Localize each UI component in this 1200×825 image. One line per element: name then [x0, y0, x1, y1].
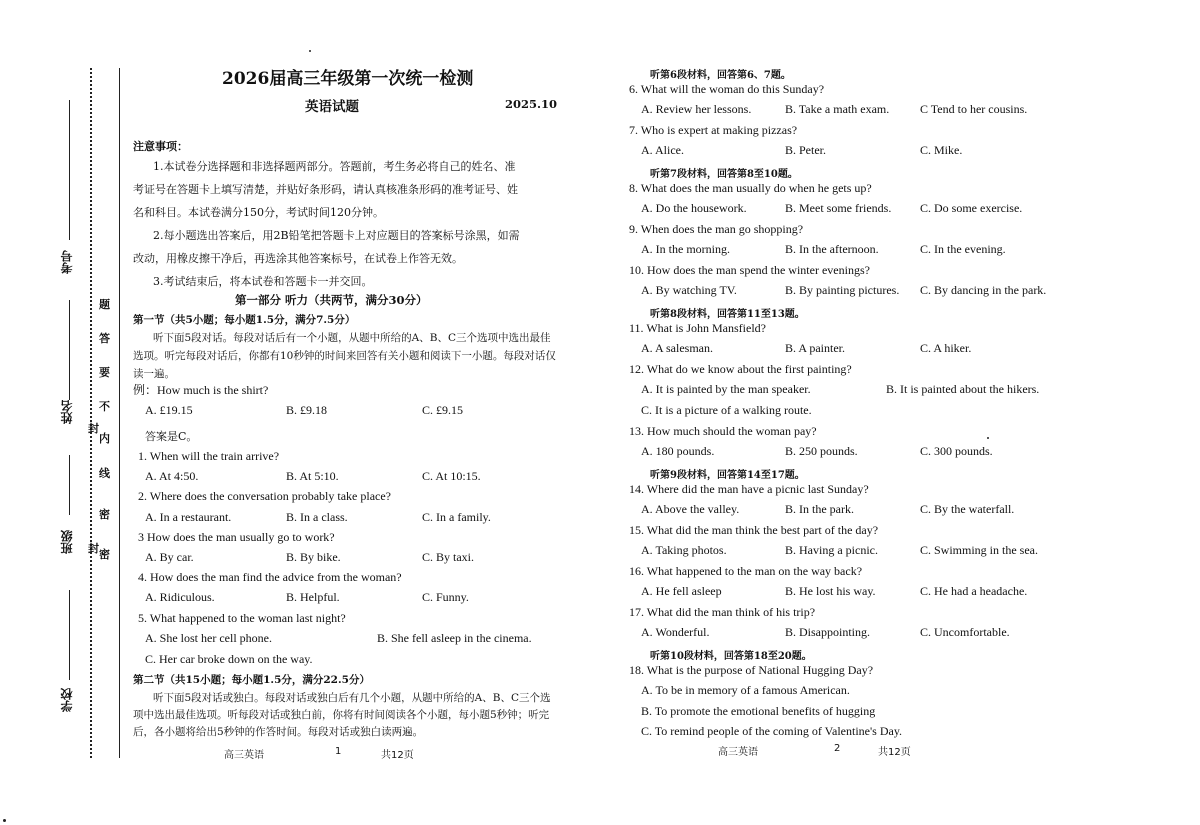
question-3: 3 How does the man usually go to work?	[138, 530, 335, 544]
option-c: C. 300 pounds.	[920, 444, 993, 458]
section2-intro: 听下面5段对话或独白。每段对话或独白后有几个小题，从题中所给的A、B、C三个选	[153, 692, 551, 704]
material-8-heading: 听第8段材料，回答第11至13题。	[650, 309, 805, 320]
section2-heading: 第二节（共15小题；每小题1.5分，满分22.5分）	[133, 674, 370, 686]
option-b: B. In a class.	[286, 510, 348, 524]
question-18: 18. What is the purpose of National Hugging Day?	[629, 663, 874, 677]
option-a: A. By watching TV.	[641, 283, 737, 297]
section1-intro: 听下面5段对话。每段对话后有一个小题，从题中所给的A、B、C三个选项中选出最佳	[153, 332, 551, 344]
material-7-heading: 听第7段材料，回答第8至10题。	[650, 169, 798, 180]
question-13: 13. How much should the woman pay?	[629, 424, 817, 438]
section2-intro: 后，各小题将给出5秒钟的作答时间。每段对话或独白读两遍。	[133, 726, 424, 738]
question-1: 1. When will the train arrive?	[138, 449, 280, 463]
section1-intro: 读一遍。	[133, 368, 175, 380]
question-5: 5. What happened to the woman last night?	[138, 611, 346, 625]
question-12: 12. What do we know about the first painting?	[629, 362, 852, 376]
notice-heading: 注意事项：	[133, 140, 188, 153]
option-a: A. It is painted by the man speaker.	[641, 382, 811, 396]
question-6: 6. What will the woman do this Sunday?	[629, 82, 825, 96]
material-6-heading: 听第6段材料，回答第6、7题。	[650, 70, 791, 81]
seal-char: 封	[88, 542, 99, 555]
option-b: B. She fell asleep in the cinema.	[377, 631, 532, 645]
option-c: C. Mike.	[920, 143, 963, 157]
option-c: C. A hiker.	[920, 341, 972, 355]
option-a: A. By car.	[145, 550, 194, 564]
option-b: B. To promote the emotional benefits of hugging	[641, 704, 876, 718]
option-b: B. By painting pictures.	[785, 283, 900, 297]
option-a: A. At 4:50.	[145, 469, 199, 483]
exam-number-blank	[69, 100, 70, 240]
option-c: C. By taxi.	[422, 550, 475, 564]
example-option-b: B. £9.18	[286, 403, 328, 417]
option-b: B. 250 pounds.	[785, 444, 858, 458]
class-label: 班级	[60, 530, 74, 554]
option-a: A. She lost her cell phone.	[145, 631, 272, 645]
option-a: A. Do the housework.	[641, 201, 747, 215]
option-a: A. He fell asleep	[641, 584, 722, 598]
footer-page-number: 2	[834, 743, 841, 754]
notice-line: 改动，用橡皮擦干净后，再选涂其他答案标号，在试卷上作答无效。	[133, 252, 463, 265]
option-c: C. Funny.	[422, 590, 469, 604]
name-label: 姓名	[60, 400, 74, 424]
notice-line: 名和科目。本试卷满分150分，考试时间120分钟。	[133, 206, 384, 219]
option-b: B. Meet some friends.	[785, 201, 892, 215]
option-a: A. Taking photos.	[641, 543, 727, 557]
notice-line: 3.考试结束后，将本试卷和答题卡一并交回。	[153, 275, 373, 288]
option-b: B. Having a picnic.	[785, 543, 878, 557]
seal-char: 不	[99, 400, 110, 413]
option-a: A. Alice.	[641, 143, 684, 157]
exam-title: 2026届高三年级第一次统一检测	[222, 69, 474, 89]
notice-line: 2.每小题选出答案后，用2B铅笔把答题卡上对应题目的答案标号涂黑，如需	[153, 229, 520, 242]
part1-heading: 第一部分 听力（共两节，满分30分）	[235, 293, 428, 307]
option-b: B. Take a math exam.	[785, 102, 890, 116]
question-2: 2. Where does the conversation probably take place?	[138, 489, 392, 503]
footer-subject: 高三英语	[718, 747, 758, 758]
name-blank	[69, 300, 70, 400]
school-label: 学校	[60, 688, 74, 712]
option-b: B. It is painted about the hikers.	[886, 382, 1040, 396]
scan-speck	[309, 50, 311, 52]
option-c: C. To remind people of the coming of Valentine's Day.	[641, 724, 903, 738]
exam-date: 2025.10	[505, 97, 558, 111]
question-7: 7. Who is expert at making pizzas?	[629, 123, 798, 137]
seal-char: 密	[99, 508, 110, 521]
option-b: B. Disappointing.	[785, 625, 871, 639]
option-c: C. Her car broke down on the way.	[145, 652, 313, 666]
option-c: C. In a family.	[422, 510, 491, 524]
seal-char: 要	[99, 366, 110, 379]
option-a: A. In the morning.	[641, 242, 730, 256]
option-c: C. By dancing in the park.	[920, 283, 1047, 297]
question-15: 15. What did the man think the best part of the day?	[629, 523, 879, 537]
seal-char: 封	[88, 422, 99, 435]
option-b: B. In the park.	[785, 502, 854, 516]
option-a: A. Above the valley.	[641, 502, 740, 516]
margin-rule	[119, 68, 120, 758]
footer-total-pages: 共12页	[381, 750, 414, 761]
option-a: A. 180 pounds.	[641, 444, 715, 458]
option-c: C Tend to her cousins.	[920, 102, 1028, 116]
option-a: A. Wonderful.	[641, 625, 710, 639]
section2-intro: 项中选出最佳选项。听每段对话或独白前，你将有时间阅读各个小题，每小题5秒钟；听完	[133, 709, 550, 721]
option-b: B. Peter.	[785, 143, 826, 157]
question-8: 8. What does the man usually do when he gets up?	[629, 181, 872, 195]
option-c: C. He had a headache.	[920, 584, 1028, 598]
option-a: A. A salesman.	[641, 341, 713, 355]
dotted-cut-line	[90, 68, 92, 758]
example-answer: 答案是C。	[145, 430, 198, 443]
question-10: 10. How does the man spend the winter evenings?	[629, 263, 870, 277]
option-c: C. Uncomfortable.	[920, 625, 1010, 639]
option-b: B. By bike.	[286, 550, 341, 564]
option-c: C. In the evening.	[920, 242, 1006, 256]
option-a: A. In a restaurant.	[145, 510, 232, 524]
material-10-heading: 听第10段材料，回答第18至20题。	[650, 651, 812, 662]
scan-speck	[3, 819, 6, 822]
class-blank	[69, 455, 70, 515]
school-blank	[69, 590, 70, 680]
question-14: 14. Where did the man have a picnic last Sunday?	[629, 482, 869, 496]
option-c: C. At 10:15.	[422, 469, 481, 483]
example-option-a: A. £19.15	[145, 403, 193, 417]
footer-page-number: 1	[335, 746, 342, 757]
scan-speck	[987, 437, 989, 439]
seal-char: 线	[99, 467, 110, 480]
option-a: A. Review her lessons.	[641, 102, 752, 116]
example-option-c: C. £9.15	[422, 403, 464, 417]
option-b: B. In the afternoon.	[785, 242, 879, 256]
option-b: B. Helpful.	[286, 590, 340, 604]
option-c: C. It is a picture of a walking route.	[641, 403, 812, 417]
notice-line: 1.本试卷分选择题和非选择题两部分。答题前，考生务必将自己的姓名、准	[153, 160, 516, 173]
question-16: 16. What happened to the man on the way back?	[629, 564, 863, 578]
seal-char: 内	[99, 432, 110, 445]
notice-line: 考证号在答题卡上填写清楚，并贴好条形码，请认真核准条形码的准考证号、姓	[133, 183, 518, 196]
section1-intro: 选项。听完每段对话后，你都有10秒钟的时间来回答有关小题和阅读下一小题。每段对话仅	[133, 350, 556, 362]
question-9: 9. When does the man go shopping?	[629, 222, 804, 236]
question-11: 11. What is John Mansfield?	[629, 321, 766, 335]
footer-subject: 高三英语	[224, 750, 264, 761]
seal-char: 密	[99, 548, 110, 561]
example-question: 例：How much is the shirt?	[133, 383, 269, 397]
material-9-heading: 听第9段材料，回答第14至17题。	[650, 470, 805, 481]
section1-heading: 第一节（共5小题；每小题1.5分，满分7.5分）	[133, 314, 356, 326]
option-c: C. Swimming in the sea.	[920, 543, 1038, 557]
seal-char: 题	[99, 298, 110, 311]
seal-char: 答	[99, 332, 110, 345]
option-a: A. Ridiculous.	[145, 590, 215, 604]
binding-margin	[0, 0, 125, 825]
question-17: 17. What did the man think of his trip?	[629, 605, 816, 619]
subject-title: 英语试题	[305, 99, 359, 115]
option-b: B. A painter.	[785, 341, 845, 355]
option-b: B. He lost his way.	[785, 584, 876, 598]
option-a: A. To be in memory of a famous American.	[641, 683, 850, 697]
option-c: C. By the waterfall.	[920, 502, 1015, 516]
option-b: B. At 5:10.	[286, 469, 339, 483]
option-c: C. Do some exercise.	[920, 201, 1023, 215]
exam-number-label: 考号	[60, 250, 74, 274]
footer-total-pages: 共12页	[878, 747, 911, 758]
question-4: 4. How does the man find the advice from the woman?	[138, 570, 402, 584]
